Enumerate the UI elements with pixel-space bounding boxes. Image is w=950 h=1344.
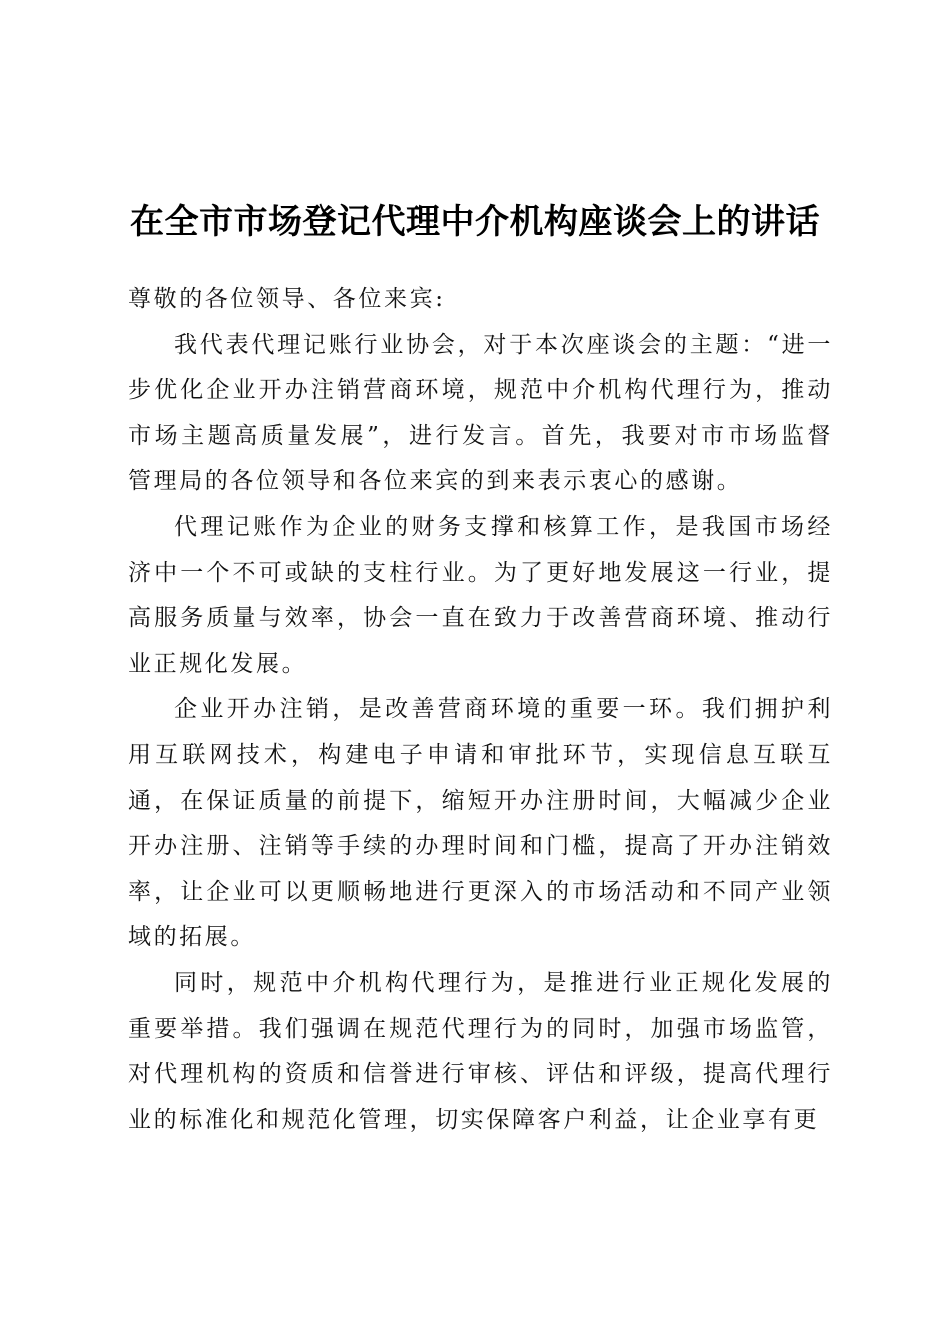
- paragraph-1: 我代表代理记账行业协会，对于本次座谈会的主题：“进一步优化企业开办注销营商环境，规范中介机构代理行为，推动市场主题高质量发展”，进行发言。首先，我要对市市场监督管理局的各位领导和各位来宾的到来表示衷心的感谢。: [128, 331, 833, 495]
- document-body: [128, 277, 833, 1143]
- document-title: 在全市市场登记代理中介机构座谈会上的讲话: [130, 202, 820, 242]
- salutation: 尊敬的各位领导、各位来宾:: [128, 286, 446, 312]
- paragraph-4: 同时，规范中介机构代理行为，是推进行业正规化发展的重要举措。我们强调在规范代理行为的同时，加强市场监管，对代理机构的资质和信誉进行审核、评估和评级，提高代理行业的标准化和规范化管理，切实保障客户利益，让企业享有更: [128, 969, 833, 1133]
- paragraph-2: 代理记账作为企业的财务支撑和核算工作，是我国市场经济中一个不可或缺的支柱行业。为了更好地发展这一行业，提高服务质量与效率，协会一直在致力于改善营商环境、推动行业正规化发展。: [128, 513, 833, 677]
- paragraph-3: 企业开办注销，是改善营商环境的重要一环。我们拥护利用互联网技术，构建电子申请和审批环节，实现信息互联互通，在保证质量的前提下，缩短开办注册时间，大幅减少企业开办注册、注销等手续的办理时间和门槛，提高了开办注销效率，让企业可以更顺畅地进行更深入的市场活动和不同产业领域的拓展。: [128, 696, 833, 951]
